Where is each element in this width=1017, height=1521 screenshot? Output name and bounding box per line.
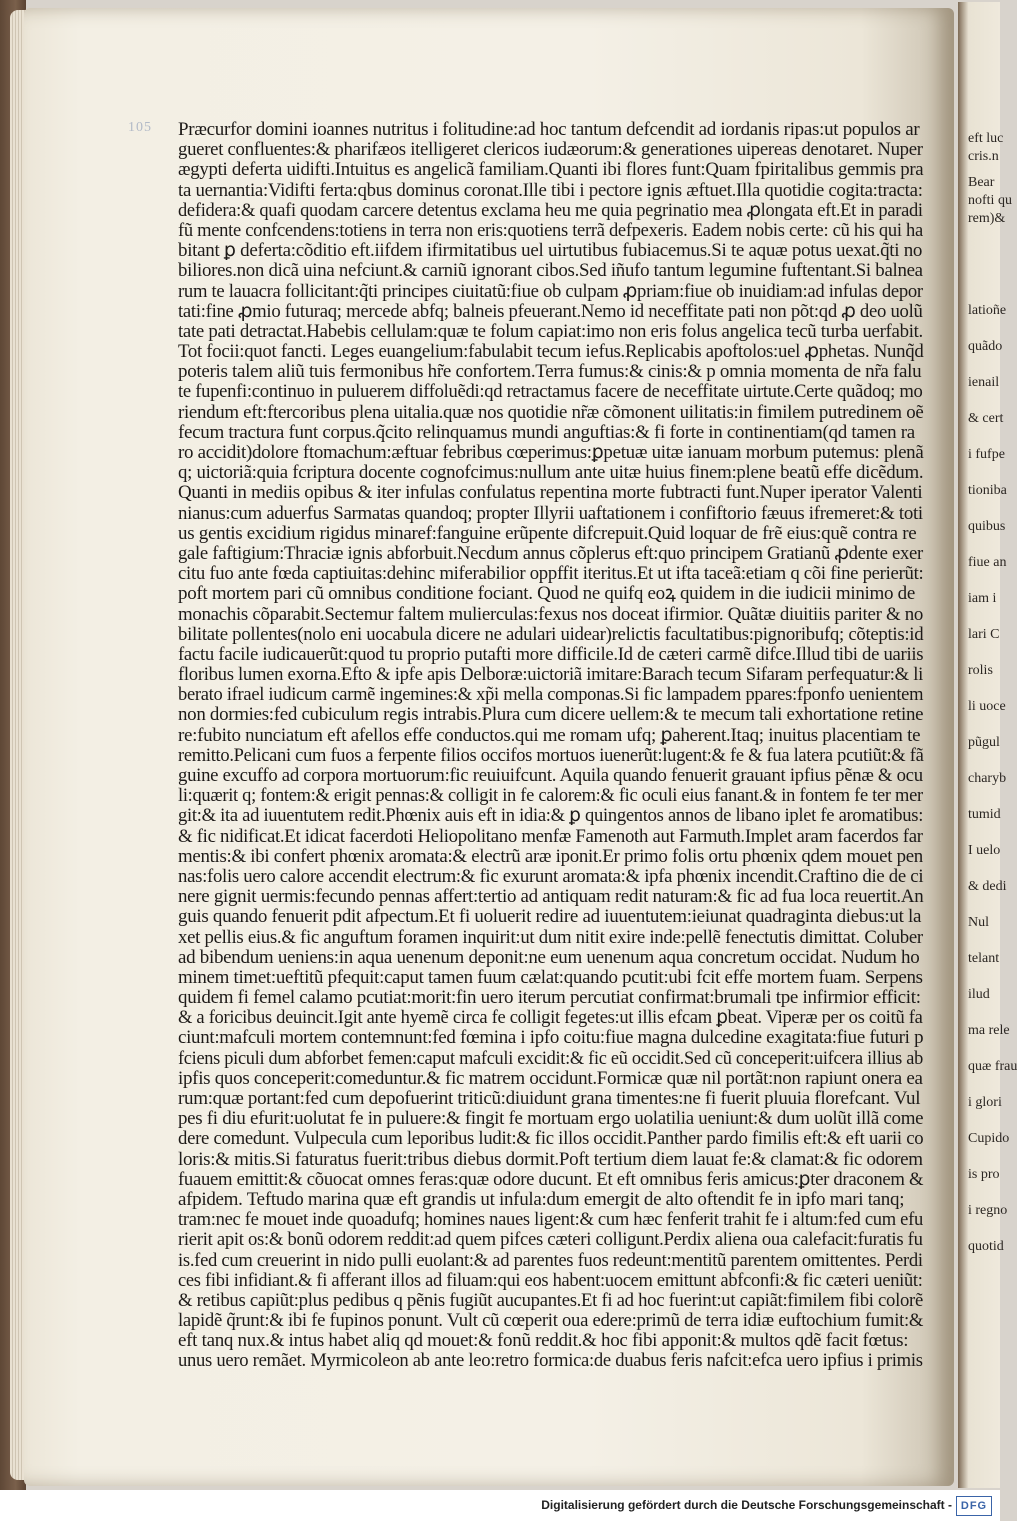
footer-bar — [0, 1490, 1000, 1521]
text-line: re:fubito nunciatum eft afellos effe conductos.qui me romam ufq; ꝑaherent.Itaq; inuitus placentiam te — [178, 724, 921, 746]
text-line: non dormies:fed cubiculum regis intrabis.Plura cum dicere uellem:& te mecum tali exhortatione retine — [178, 704, 924, 726]
text-line: q; uictoriã:quia fcriptura docente cognofcimus:nullum ante uitæ huius finem:plene beatũ effe dicẽdum. — [178, 462, 924, 484]
text-line: riendum eft:ftercoribus plena uitalia.quæ nos quotidie nr̃æ cõmonent uilitatis:in fimilem putredinem oẽ — [178, 401, 924, 423]
facing-page-fragment: pũgul — [968, 735, 1000, 750]
text-line: ægypti deferta uidifti.Intuitus es angelicã familiam.Quanti ibi flores funt:Quam fpiritalibus gemmis pra — [178, 159, 924, 181]
facing-page-fragment: li uoce — [968, 699, 1006, 714]
facing-page-fragment: Nul — [968, 915, 989, 930]
facing-page-fragment: latioñe — [968, 303, 1007, 318]
text-line: rum:quæ portant:fed cum depofuerint triticũ:diuidunt grana timentes:ne fi fuerit pluuia florefcant. Vul — [178, 1088, 921, 1109]
text-line: unus uero remãet. Myrmicoleon ab ante leo:retro formica:de duabus feris nafcit:efca uero ipfius i primis — [178, 1350, 923, 1372]
text-line: guis quando fenuerit pdit afpectum.Et fi uoluerit redire ad iuuentutem:ieiunat quadraginta diebus:ut la — [178, 906, 922, 928]
facing-page-fragment: iam i — [968, 591, 997, 606]
text-line: poft mortem pari cũ omnibus conditione fociant. Quod ne quifq eoꝝ quidem in die iudicii minimo de — [178, 583, 915, 605]
facing-page-fragment: telant — [968, 951, 1000, 966]
text-line: eft tanq nux.& intus habet aliq qd mouet:& fonũ reddit.& hoc fibi apponit:& multos qdẽ facit fœtus: — [178, 1330, 909, 1352]
text-line: tati:fine ꝓmio futuraq; mercede abfq; balneis pfeuerant.Nemo id neceffitate pati non põt:qd ꝓ deo uolũ — [178, 300, 923, 322]
facing-page-fragment: i regno — [968, 1203, 1008, 1218]
text-line: tram:nec fe mouet inde quoadufq; homines naues ligent:& cum hæc fenferit trahit fe i altum:fed cum efu — [178, 1209, 923, 1231]
text-line: ciunt:mafculi mortem contemnunt:fed fœmina i ipfo coitu:fiue magna dulcedine exagitata:fiue futuri p — [178, 1027, 924, 1049]
text-line: afpidem. Teftudo marina quæ eft grandis ut infula:dum emergit de alto oftendit fe in ipfo mari tanq; — [178, 1188, 905, 1210]
facing-page-fragment: quæ frau — [968, 1059, 1017, 1074]
dfg-logo-icon: DFG — [956, 1496, 992, 1516]
facing-page-fragment: quibus — [968, 519, 1006, 534]
text-line: te fupenfi:continuo in puluerem diffoluẽdi:qd retractamus facere de neceffitate uirtute.Certe quãdoq; mo — [178, 381, 923, 403]
text-line: ad bibendum ueniens:in aqua uenenum deponit:ne eum uenenum aqua concretum occidat. Nudum ho — [178, 946, 920, 968]
text-line: rum te lauacra follicitant:q̃ti principes ciuitatũ:fiue ob culpam ꝓpriam:fiue ob inuidiam:ad infulas depor — [178, 280, 923, 302]
text-line: nas:folis uero calore accendit electrum:& fic exurunt aromata:& ipfa phœnix incendit.Craftino die de ci — [178, 865, 924, 887]
text-line: & fic nidificat.Et idicat facerdoti Heliopolitano menfæ Famenoth aut Farmuth.Implet aram facerdos far — [178, 825, 923, 847]
facing-page-fragment: ilud — [968, 987, 990, 1002]
text-line: gueret confluentes:& pharifæos itelligeret clericos iudæorum:& generationes uipereas denotaret. Nuper — [178, 139, 923, 161]
text-line: quidem fi femel calamo pcutiat:morit:fin uero iterum percutiat confirmat:brumali tpe infirmior efficit: — [178, 987, 921, 1009]
text-line: ces fibi infidiant.& fi afferant illos ad filuam:qui eos habent:uocem emittunt abfconfi:& fic cæteri ueniũt: — [178, 1269, 923, 1291]
facing-page-fragment: eft luc — [968, 131, 1004, 146]
facing-page-fragment: fiue an — [968, 555, 1007, 570]
text-line: bilitate pollentes(nolo eni uocabula dicere ne adulari uidear)relictis facultatibus:pignoribufq; cõteptis:id — [178, 623, 924, 645]
footer-funding-text: Digitalisierung gefördert durch die Deutsche Forschungsgemeinschaft - — [541, 1498, 952, 1512]
facing-page-fragment: tumid — [968, 807, 1001, 822]
text-line: mentis:& ibi confert phœnix aromata:& electrũ aræ iponit.Er primo folis ortu phœnix qdem mouet pen — [178, 845, 923, 867]
facing-page-fragment: i fufpe — [968, 447, 1005, 462]
text-line: & a foricibus deuincit.Igit ante hyemẽ circa fe colligit fegetes:ut illis efcam ꝑbeat. Viperæ per os coitũ fa — [178, 1007, 923, 1029]
facing-page-fragment: is pro — [968, 1167, 1000, 1182]
text-line: rierit apit os:& bonũ odorem reddit:ad quem pifces cæteri colligunt.Perdix aliena oua calefacit:furatis fu — [178, 1229, 923, 1251]
facing-page-fragment: & dedi — [968, 879, 1007, 894]
text-line: monachis cõparabit.Sectemur faltem mulierculas:fexus nos doceat ifirmior. Quãtæ diuitiis pariter & no — [178, 603, 924, 625]
text-line: nianus:cum aduerfus Sarmatas quandoq; propter Illyrii uaftationem i confiftorio fæuus ifremeret:& toti — [178, 502, 923, 524]
text-line: dere comedunt. Vulpecula cum leporibus ludit:& fic illos occidit.Panther pardo fimilis eft:& eft uarii co — [178, 1128, 924, 1150]
text-line: fuauem emittit:& cõuocat omnes feras:quæ odore ducunt. Et eft omnibus feris amicus:ꝑter draconem & — [178, 1168, 924, 1190]
main-text-column — [178, 120, 923, 1372]
text-line: factu facile iudicauerũt:quod tu proprio putafti more difficile.Id de cæteri carmẽ difce.Illud tibi de uariis — [178, 643, 924, 665]
text-line: & retibus capiũt:plus pedibus q pẽnis fugiũt aucupantes.Et fi ad hoc fuerint:ut capiãt:fimilem fibi colorẽ — [178, 1289, 923, 1311]
text-line: Tot focii:quot fancti. Leges euangelium:fabulabit tecum iefus.Replicabis apoftolos:uel ꝓphetas. Nunq̃d — [178, 341, 924, 363]
facing-page-fragment: quãdo — [968, 339, 1003, 354]
text-line: guine excuffo ad corpora mortuorum:fic reuiuifcunt. Aquila quando fenuerit grauant ipfius pẽnæ & ocu — [178, 765, 923, 786]
text-line: loris:& mitis.Si faturatus fuerit:tribus diebus dormit.Poft tertium diem lauat fe:& clamat:& fic odorem — [178, 1148, 923, 1170]
text-line: ipfis quos conceperit:comeduntur.& fic matrem occidunt.Formicæ quæ nil portãt:non rapiunt onera ea — [178, 1067, 923, 1089]
facing-page-fragment: nofti qu — [968, 193, 1012, 208]
text-line: git:& ita ad iuuentutem redit.Phœnix auis eft in idia:& ꝑ quingentos annos de libano iplet fe aromatibus: — [178, 805, 924, 827]
facing-page-fragment: Cupido — [968, 1131, 1010, 1146]
text-line: fũ mente confcendens:totiens in terra non eris:quotiens terrã defpexeris. Eadem nobis certe: cũ his qui ha — [178, 219, 923, 241]
facing-page-fragment: tioniba — [968, 483, 1007, 498]
text-line: pes fi diu efurit:uolutat fe in puluere:& fingit fe mortuam ergo uolatilia ueniunt:& dum uolũt illã come — [178, 1108, 924, 1130]
text-line: nere gignit uermis:fecundo pennas affert:tertio ad antiquam redit naturam:& fic ad fua loca reuertit.An — [178, 886, 924, 908]
text-line: gale faftigium:Thraciæ ignis abforbuit.Necdum annus cõplerus eft:quo principem Gratianũ ꝓdente exer — [178, 542, 923, 564]
facing-page-fragment: ma rele — [968, 1023, 1010, 1038]
facing-page-fragment: i glori — [968, 1095, 1002, 1110]
text-line: li:quærit q; fontem:& erigit pennas:& colligit in fe calorem:& fic oculi eius fanant.& in fontem fe ter mer — [178, 785, 923, 807]
text-line: citu fuo ante fœda captiuitas:dehinc miferabilior oppffit iteritus.Et ut ifta taceã:etiam q cõi fine perierũt: — [178, 563, 924, 585]
facing-page — [958, 2, 1017, 1488]
text-line: poteris talem aliũ tuis fermonibus hr̃e confortem.Terra fumus:& cinis:& p omnia momenta de nr̃a falu — [178, 361, 922, 383]
text-line: Præcurfor domini ioannes nutritus i folitudine:ad hoc tantum defcendit ad iordanis ripas:ut populos ar — [178, 119, 920, 140]
text-line: is.fed cum creuerint in nido pulli euolant:& ad parentes fuos redeunt:mentitũ parentem omittentes. Perdi — [178, 1249, 923, 1271]
text-line: xet pellis eius.& fic anguftum foramen inquirit:ut dum nitit exire inde:pellẽ fenectutis dimittat. Coluber — [178, 926, 923, 948]
facing-page-fragment: lari C — [968, 627, 1000, 642]
text-line: ro accidit)dolore ftomachum:æftuar febribus cœperimus:ꝑpetuæ uitæ ianuam morbum putemus: plenã — [178, 442, 924, 463]
text-line: fecum tractura funt corpus.q̃cito relinquamus mundi anguftias:& fi forte in continentiam(qd tamen ra — [178, 421, 915, 443]
facing-page-fragment: rem)& — [968, 211, 1006, 226]
facing-page-fragment: rolis — [968, 663, 993, 678]
text-line: minem timet:ueftitũ pfequit:caput tamen fuum cælat:quando pcutit:ubi fcit effe mortem fuam. Serpens — [178, 966, 923, 988]
text-line: defidera:& quafi quodam carcere detentus exclama heu me quia pegrinatio mea ꝓlongata eft.Et in paradi — [178, 199, 923, 221]
facing-page-fragment: cris.n — [968, 149, 999, 164]
facing-page-fragment: I uelo — [968, 843, 1001, 858]
text-line: berato ifrael iudicum carmẽ ingemines:& xp̃i mella componas.Si fic lampadem ppares:fponfo uenientem — [178, 684, 924, 706]
text-line: us gentis excidium rigidus minaref:fanguine erũpente difcrepuit.Quid loquar de frẽ eius:quẽ contra re — [178, 522, 917, 544]
text-line: Quanti in mediis opibus & iter infulas confulatus repentina morte fubtracti funt.Nuper iperator Valenti — [178, 482, 923, 504]
facing-page-fragment: & cert — [968, 411, 1004, 426]
text-line: ta uernantia:Vidifti ferta:qbus dominus coronat.Ille tibi i pectore ignis æftuet.Illa quotidie cogita:tracta: — [178, 179, 923, 201]
page-number: 105 — [128, 120, 152, 135]
text-line: tate pati detractat.Habebis cellulam:quæ te folum capiat:imo non eris folus angelica tecũ turba uerfabit. — [178, 320, 923, 342]
text-line: remitto.Pelicani cum fuos a ferpente filios occifos mortuos iuenerũt:lugent:& fe & fua latera pcutiũt:& fã — [178, 744, 924, 766]
text-line: lapidẽ q̃runt:& ibi fe fupinos ponunt. Vult cũ cœperit oua edere:primũ de terra idiæ euftochium fumit:& — [178, 1310, 924, 1332]
facing-page-fragment: quotid — [968, 1239, 1004, 1254]
text-line: bitant ꝑ deferta:cõditio eft.iifdem ifirmitatibus uel uirtutibus fubiacemus.Si te aquæ potus uexat.q̃ti no — [178, 240, 923, 262]
facing-page-fragment: charyb — [968, 771, 1007, 786]
text-line: floribus lumen exorna.Efto & ipfe apis Delboræ:uictoriã imitare:Barach tecum Sifaram perfequatur:& li — [178, 664, 924, 686]
text-line: fciens piculi dum abforbet femen:caput mafculi excidit:& fic eũ occidit.Sed cũ conceperit:uifcera illius ab — [178, 1047, 924, 1069]
facing-page-fragment: ienail — [968, 375, 1000, 390]
facing-page-fragment: Bear — [968, 175, 995, 190]
text-line: biliores.non dicã uina nefciunt.& carniũ ignorant cibos.Sed iñufo tantum legumine fuftentant.Si balnea — [178, 260, 923, 282]
